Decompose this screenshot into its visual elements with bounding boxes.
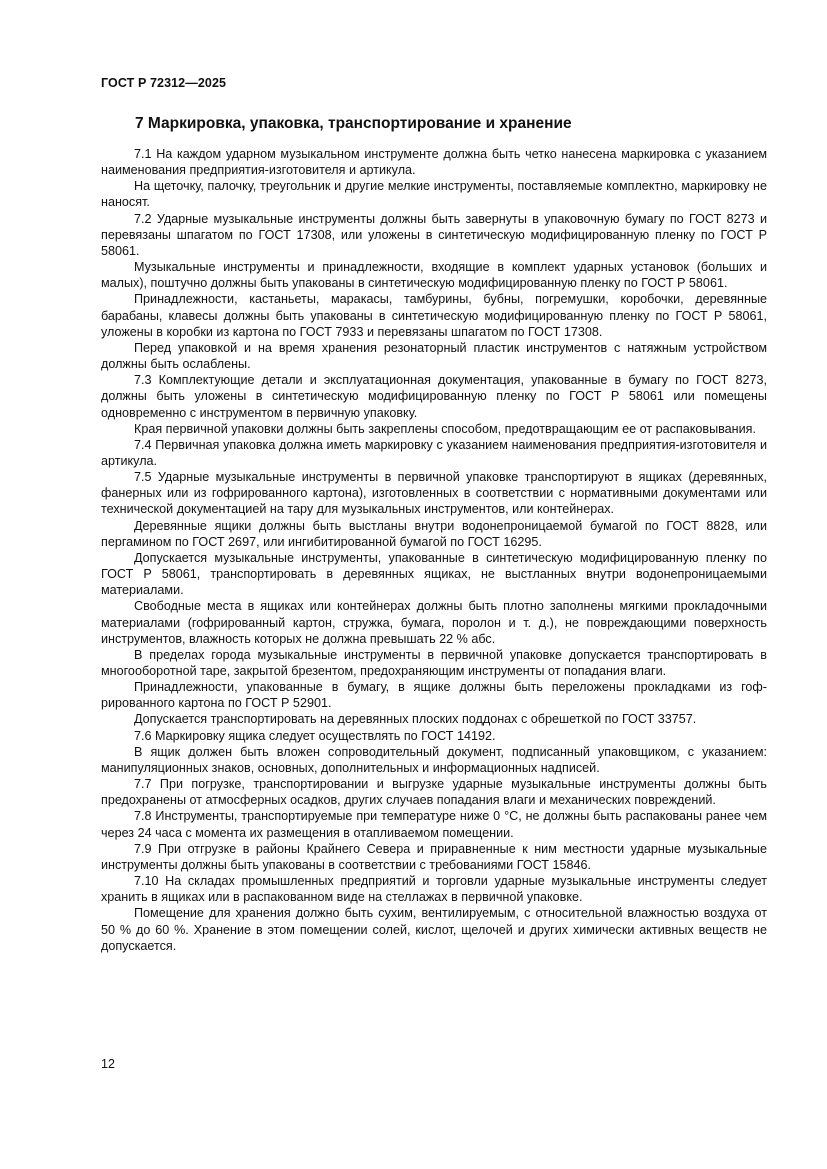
paragraph: Края первичной упаковки должны быть закреплены способом, предотвращающим ее от распаковывания. bbox=[134, 421, 756, 436]
paragraph: Перед упаковкой и на время хранения резонаторный пластик инструментов с натяжным устройством должны быть ослаблены. bbox=[101, 340, 767, 372]
page-number: 12 bbox=[101, 1057, 115, 1071]
paragraph: 7.4 Первичная упаковка должна иметь маркировку с указанием наименования предприятия-изготовителя и артикула. bbox=[101, 437, 767, 468]
paragraph: 7.3 Комплектующие детали и эксплуатационная документация, упакованные в бумагу по ГОСТ 8273, должны быть уложены в синтетическую модифицированную пленку по ГОСТ Р 58061 или помещены одновременно с инструментом в первичную упаковку. bbox=[101, 373, 767, 420]
paragraph: 7.10 На складах промышленных предприятий и торговли ударные музыкальные инструменты следует хранить в ящиках или в распакованном виде на стеллажах в первичной упаковке. bbox=[101, 874, 767, 905]
paragraph: Принадлежности, упакованные в бумагу, в ящике должны быть переложены прокладками из гофрированного картона по ГОСТ Р 52901. bbox=[101, 680, 767, 711]
paragraph: 7.5 Ударные музыкальные инструменты в первичной упаковке транспортируют в ящиках (деревянных, фанерных или из гофрированного картона), изготовленных в соответствии с нормативными документами или технической документацией на тару для музыкальных инструментов, или контейнерах. bbox=[101, 470, 767, 517]
paragraph: Музыкальные инструменты и принадлежности, входящие в комплект ударных установок (больших и малых), поштучно должны быть упакованы в синтетическую модифицированную пленку по ГОСТ Р 58061. bbox=[101, 260, 767, 291]
paragraph: Допускается транспортировать на деревянных плоских поддонах с обрешеткой по ГОСТ 33757. bbox=[134, 712, 697, 727]
paragraph: Принадлежности, кастаньеты, маракасы, тамбурины, бубны, погремушки, коробочки, деревянные барабаны, клавесы должны быть упакованы в синтетическую модифицированную пленку по ГОСТ Р 58061, уложены в коробки из картона по ГОСТ 7933 и перевязаны шпагатом по ГОСТ 17308. bbox=[101, 292, 767, 339]
section-title: 7 Маркировка, упаковка, транспортирование и хранение bbox=[135, 115, 572, 132]
paragraph: 7.9 При отгрузке в районы Крайнего Севера и приравненные к ним местности ударные музыкальные инструменты должны быть упакованы в соответствии с требованиями ГОСТ 15846. bbox=[101, 841, 767, 872]
paragraph: Деревянные ящики должны быть выстланы внутри водонепроницаемой бумагой по ГОСТ 8828, или пергамином по ГОСТ 2697, или ингибитированной бумагой по ГОСТ 16295. bbox=[101, 518, 767, 549]
paragraph: В ящик должен быть вложен сопроводительный документ, подписанный упаковщиком, с указанием: манипуляционных знаков, основных, дополнительных и информационных надписей. bbox=[101, 744, 767, 775]
paragraph: 7.7 При погрузке, транспортировании и выгрузке ударные музыкальные инструменты должны быть предохранены от атмосферных осадков, других случаев попадания влаги и механических повреждений. bbox=[101, 777, 767, 808]
document-header: ГОСТ Р 72312—2025 bbox=[101, 76, 227, 90]
paragraph: В пределах города музыкальные инструменты в первичной упаковке допускается транспортировать в многооборотной таре, закрытой брезентом, предохраняющим инструменты от попадания влаги. bbox=[101, 647, 767, 678]
paragraph: Допускается музыкальные инструменты, упакованные в синтетическую модифицированную пленку по ГОСТ Р 58061, транспортировать в деревянных ящиках, не выстланных внутри водонепроницаемыми материалами. bbox=[101, 550, 767, 598]
paragraph: 7.2 Ударные музыкальные инструменты должны быть завернуты в упаковочную бумагу по ГОСТ 8273 и перевязаны шпагатом по ГОСТ 17308, или уложены в синтетическую модифицированную пленку по ГОСТ Р 58061. bbox=[101, 211, 767, 258]
body-text bbox=[101, 146, 767, 954]
paragraph: Помещение для хранения должно быть сухим, вентилируемым, с относительной влажностью воздуха от 50 % до 60 %. Хранение в этом помещении солей, кислот, щелочей и других химически активных веществ не допускается. bbox=[101, 906, 767, 953]
paragraph: 7.6 Маркировку ящика следует осуществлять по ГОСТ 14192. bbox=[134, 728, 496, 743]
paragraph: 7.8 Инструменты, транспортируемые при температуре ниже 0 °С, не должны быть распакованы ранее чем через 24 часа с момента их размещения в отапливаемом помещении. bbox=[101, 809, 767, 840]
paragraph: Свободные места в ящиках или контейнерах должны быть плотно заполнены мягкими прокладочными материалами (гофрированный картон, стружка, бумага, поролон и т. д.), не повреждающими поверхность инструментов, влажность которых не должна превышать 22 % абс. bbox=[101, 599, 767, 646]
paragraph: 7.1 На каждом ударном музыкальном инструменте должна быть четко нанесена маркировка с указанием наименования предприятия-изготовителя и артикула. bbox=[101, 147, 767, 178]
paragraph: На щеточку, палочку, треугольник и другие мелкие инструменты, поставляемые комплектно, маркировку не наносят. bbox=[101, 179, 767, 210]
